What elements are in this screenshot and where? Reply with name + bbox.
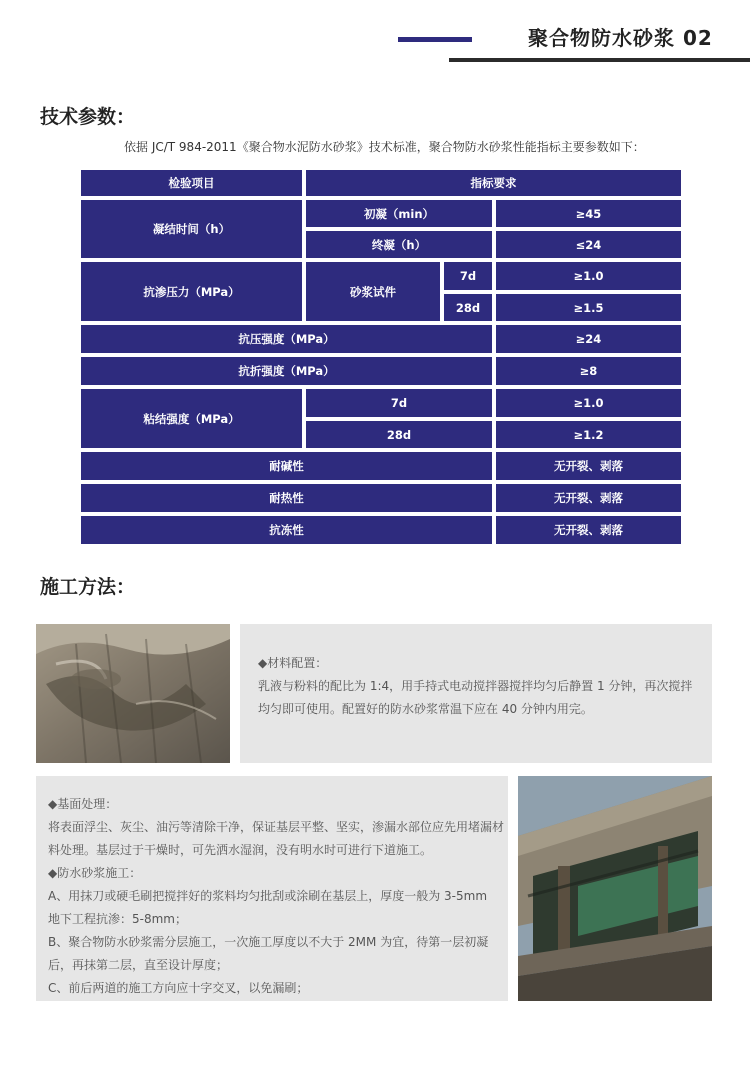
row-alkali-value: 无开裂、剥落 bbox=[496, 452, 681, 480]
row-heat-label: 耐热性 bbox=[81, 484, 492, 512]
material-config-heading: ◆材料配置： bbox=[258, 656, 328, 670]
step-line: 后，再抹第二层，直至设计厚度； bbox=[48, 958, 229, 972]
material-config-line: 乳液与粉料的配比为 1:4，用手持式电动搅拌器搅拌均匀后静置 1 分钟，再次搅拌 bbox=[258, 679, 693, 693]
step-line: 将表面浮尘、灰尘、油污等清除干净，保证基层平整、坚实，渗漏水部位应先用堵漏材 bbox=[48, 820, 505, 834]
step-line: 地下工程抗渗：5-8mm； bbox=[48, 912, 187, 926]
row-setting-initial-value: ≥45 bbox=[496, 200, 681, 227]
material-config-text bbox=[258, 652, 692, 721]
row-impermeability-label: 抗渗压力（MPa） bbox=[81, 262, 302, 321]
step-line: B、聚合物防水砂浆需分层施工，一次施工厚度以不大于 2MM 为宜，待第一层初凝 bbox=[48, 935, 489, 949]
row-impermeability-7d-value: ≥1.0 bbox=[496, 262, 681, 290]
row-setting-final-value: ≤24 bbox=[496, 231, 681, 258]
intro-text: 依据 JC/T 984-2011《聚合物水泥防水砂浆》技术标准，聚合物防水砂浆性能指标主要参数如下： bbox=[124, 140, 645, 154]
structure-photo bbox=[518, 776, 712, 1001]
row-freeze-value: 无开裂、剥落 bbox=[496, 516, 681, 544]
row-bond-7d: 7d bbox=[306, 389, 492, 417]
row-heat-value: 无开裂、剥落 bbox=[496, 484, 681, 512]
header-underline bbox=[449, 58, 750, 62]
row-impermeability-7d: 7d bbox=[444, 262, 492, 290]
row-setting-initial: 初凝（min） bbox=[306, 200, 492, 227]
row-compressive-value: ≥24 bbox=[496, 325, 681, 353]
row-bond-label: 粘结强度（MPa） bbox=[81, 389, 302, 448]
row-setting-label: 凝结时间（h） bbox=[81, 200, 302, 258]
step-line: C、前后两道的施工方向应十字交叉，以免漏刷； bbox=[48, 981, 309, 995]
step-line: A、用抹刀或硬毛刷把搅拌好的浆料均匀批刮或涂刷在基层上，厚度一般为 3-5mm bbox=[48, 889, 488, 903]
row-alkali-label: 耐碱性 bbox=[81, 452, 492, 480]
section-title-method: 施工方法： bbox=[40, 576, 136, 598]
row-bond-28d: 28d bbox=[306, 421, 492, 448]
row-setting-final: 终凝（h） bbox=[306, 231, 492, 258]
wall-surface-photo bbox=[36, 624, 230, 763]
row-bond-7d-value: ≥1.0 bbox=[496, 389, 681, 417]
step-line: 料处理。基层过于干燥时，可先洒水湿润，没有明水时可进行下道施工。 bbox=[48, 843, 433, 857]
material-config-line: 均匀即可使用。配置好的防水砂浆常温下应在 40 分钟内用完。 bbox=[258, 702, 593, 716]
section-title-tech: 技术参数： bbox=[40, 106, 136, 128]
step-line: ◆防水砂浆施工： bbox=[48, 866, 142, 880]
table-header-requirement: 指标要求 bbox=[306, 170, 681, 196]
step-line: ◆基面处理： bbox=[48, 797, 118, 811]
row-flexural-label: 抗折强度（MPa） bbox=[81, 357, 492, 385]
row-freeze-label: 抗冻性 bbox=[81, 516, 492, 544]
row-impermeability-28d-value: ≥1.5 bbox=[496, 294, 681, 321]
page-title: 聚合物防水砂浆 02 bbox=[528, 26, 713, 50]
header-accent-bar bbox=[398, 37, 472, 42]
row-compressive-label: 抗压强度（MPa） bbox=[81, 325, 492, 353]
table-header-item: 检验项目 bbox=[81, 170, 302, 196]
row-bond-28d-value: ≥1.2 bbox=[496, 421, 681, 448]
row-flexural-value: ≥8 bbox=[496, 357, 681, 385]
row-impermeability-28d: 28d bbox=[444, 294, 492, 321]
construction-steps-text bbox=[48, 793, 504, 1000]
row-impermeability-sample: 砂浆试件 bbox=[306, 262, 440, 321]
